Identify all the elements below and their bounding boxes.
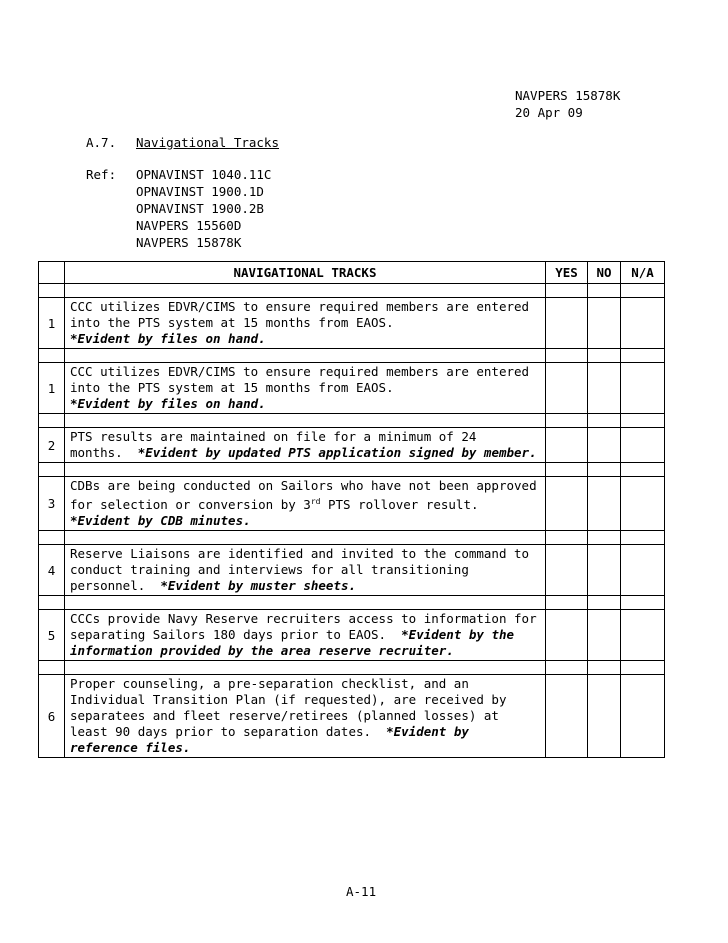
column-header-yes: YES [546, 262, 588, 284]
table-row [39, 545, 665, 596]
references-list [136, 166, 271, 251]
spacer-row [39, 463, 665, 477]
column-header-title: NAVIGATIONAL TRACKS [65, 262, 546, 284]
section-number: A.7. [86, 135, 117, 150]
no-cell[interactable] [588, 477, 621, 531]
na-cell[interactable] [621, 610, 665, 661]
reference-item: NAVPERS 15560D [136, 218, 242, 233]
row-evidence: *Evident by files on hand. [70, 396, 266, 411]
no-cell[interactable] [588, 428, 621, 463]
row-number: 1 [39, 363, 65, 414]
yes-cell[interactable] [546, 428, 588, 463]
row-number: 1 [39, 298, 65, 349]
yes-cell[interactable] [546, 298, 588, 349]
na-cell[interactable] [621, 675, 665, 758]
na-cell[interactable] [621, 545, 665, 596]
doc-id: NAVPERS 15878K [515, 88, 621, 103]
table-row [39, 610, 665, 661]
row-evidence: *Evident by files on hand. [70, 331, 266, 346]
yes-cell[interactable] [546, 477, 588, 531]
page-number: A-11 [346, 884, 377, 899]
row-text: Reserve Liaisons are identified and invited to the command to conduct training and interviews for all transitioning personnel. *Evident by muster sheets. [65, 545, 546, 596]
document-header [515, 87, 620, 121]
no-cell[interactable] [588, 363, 621, 414]
spacer-row [39, 349, 665, 363]
doc-date: 20 Apr 09 [515, 105, 583, 120]
row-text: CCCs provide Navy Reserve recruiters access to information for separating Sailors 180 days prior to EAOS. *Evident by the information provided by the area reserve recruiter. [65, 610, 546, 661]
no-cell[interactable] [588, 610, 621, 661]
section-title: Navigational Tracks [136, 135, 279, 150]
row-evidence: *Evident by CDB minutes. [70, 513, 251, 529]
reference-item: OPNAVINST 1040.11C [136, 167, 272, 182]
reference-item: NAVPERS 15878K [136, 235, 242, 250]
no-cell[interactable] [588, 545, 621, 596]
column-header-no: NO [588, 262, 621, 284]
checklist-table [38, 261, 665, 758]
table-row [39, 477, 665, 531]
spacer-row [39, 661, 665, 675]
table-row [39, 298, 665, 349]
spacer-row [39, 531, 665, 545]
column-header-na: N/A [621, 262, 665, 284]
row-number: 2 [39, 428, 65, 463]
yes-cell[interactable] [546, 363, 588, 414]
row-text: CCC utilizes EDVR/CIMS to ensure required members are entered into the PTS system at 15 months from EAOS. *Evident by files on hand. [65, 298, 546, 349]
na-cell[interactable] [621, 298, 665, 349]
row-number: 4 [39, 545, 65, 596]
reference-item: OPNAVINST 1900.2B [136, 201, 264, 216]
row-text: Proper counseling, a pre-separation checklist, and an Individual Transition Plan (if requested), are received by separatees and fleet reserve/retirees (planned losses) at least 90 days prior to separation dates. *Evident by reference files. [65, 675, 546, 758]
spacer-row [39, 414, 665, 428]
row-evidence: *Evident by reference files. [70, 724, 469, 756]
yes-cell[interactable] [546, 610, 588, 661]
row-evidence: *Evident by muster sheets. [160, 578, 356, 594]
yes-cell[interactable] [546, 675, 588, 758]
no-cell[interactable] [588, 298, 621, 349]
table-row [39, 428, 665, 463]
row-evidence: *Evident by updated PTS application signed by member. [137, 445, 537, 460]
row-number: 6 [39, 675, 65, 758]
row-evidence: *Evident by the information provided by the area reserve recruiter. [70, 627, 515, 659]
row-number: 5 [39, 610, 65, 661]
spacer-row [39, 284, 665, 298]
row-text: CDBs are being conducted on Sailors who have not been approved for selection or conversion by 3rd PTS rollover result. *Evident by CDB minutes. [65, 477, 546, 531]
no-cell[interactable] [588, 675, 621, 758]
table-header-row [39, 262, 665, 284]
table-row [39, 363, 665, 414]
reference-item: OPNAVINST 1900.1D [136, 184, 264, 199]
row-number: 3 [39, 477, 65, 531]
spacer-row [39, 596, 665, 610]
table-row [39, 675, 665, 758]
na-cell[interactable] [621, 363, 665, 414]
row-text: PTS results are maintained on file for a minimum of 24 months. *Evident by updated PTS application signed by member. [65, 428, 546, 463]
row-text: CCC utilizes EDVR/CIMS to ensure required members are entered into the PTS system at 15 months from EAOS. *Evident by files on hand. [65, 363, 546, 414]
references-label: Ref: [86, 167, 117, 182]
yes-cell[interactable] [546, 545, 588, 596]
section-heading [86, 135, 279, 150]
na-cell[interactable] [621, 477, 665, 531]
na-cell[interactable] [621, 428, 665, 463]
